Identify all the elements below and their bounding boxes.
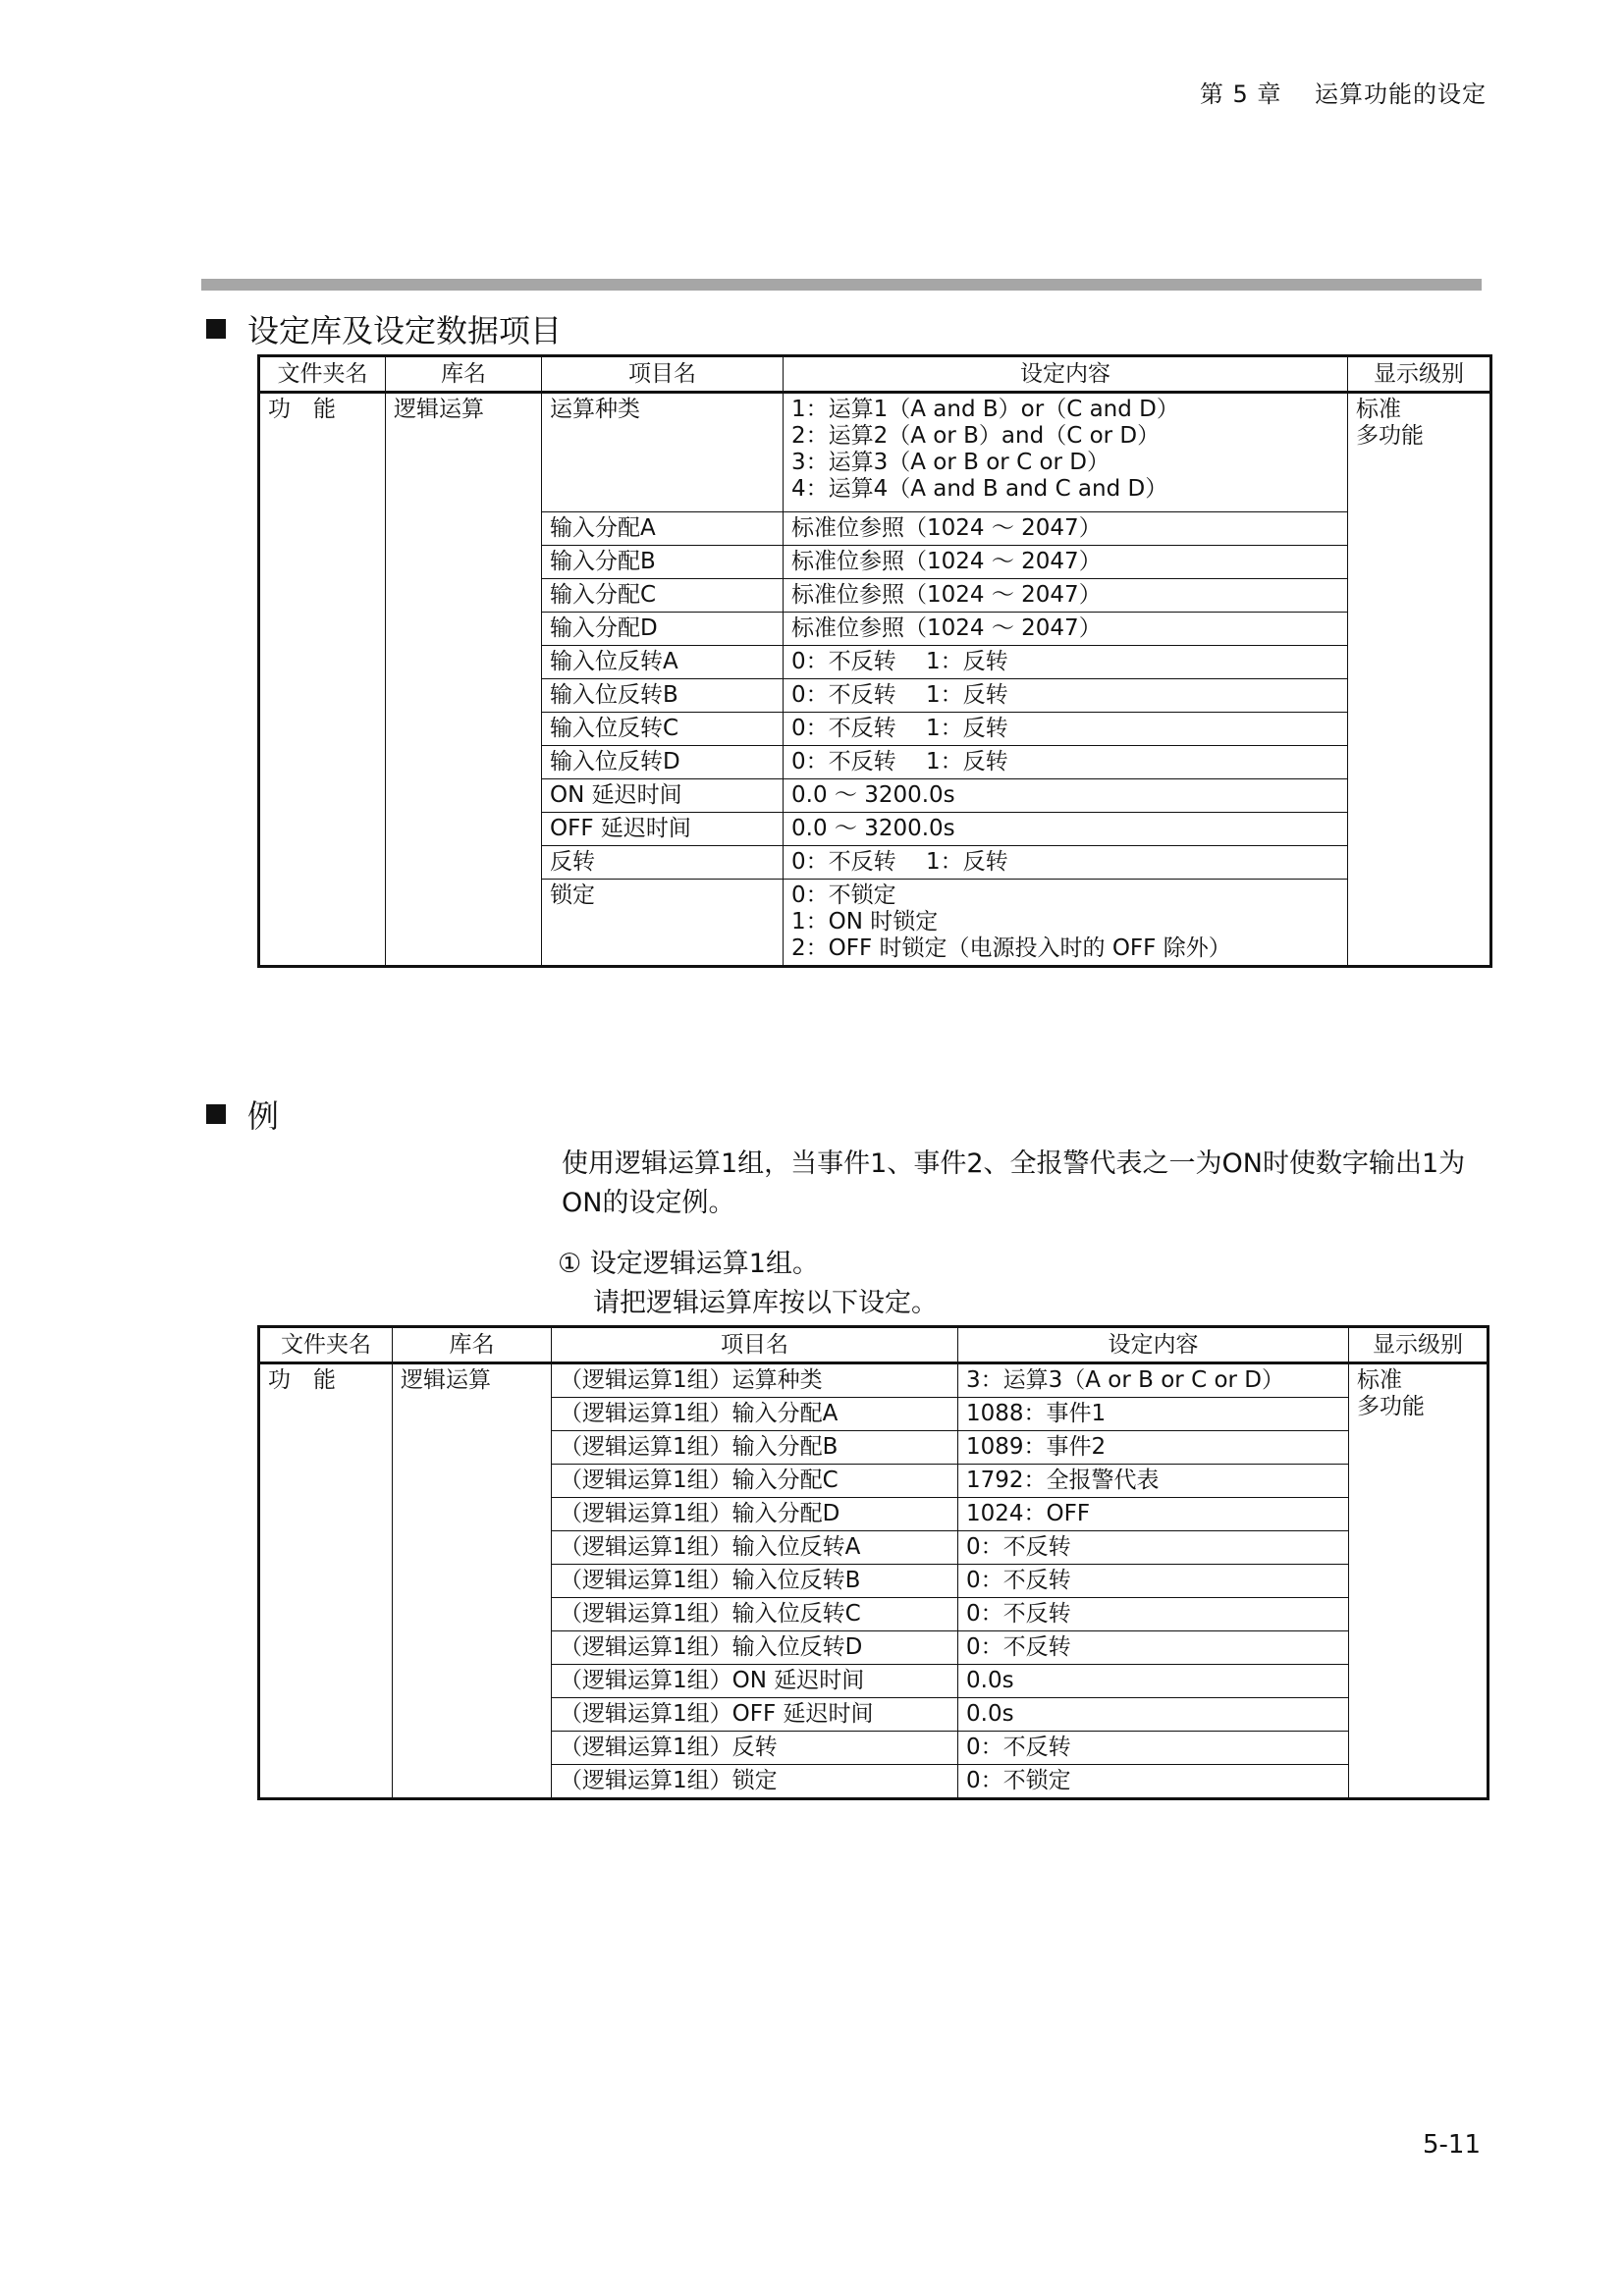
item-cell: 输入分配D bbox=[542, 613, 784, 646]
item-cell: 输入位反转C bbox=[542, 713, 784, 746]
level-line: 标准 bbox=[1356, 397, 1401, 422]
column-header: 显示级别 bbox=[1349, 1327, 1489, 1363]
column-header: 文件夹名 bbox=[259, 1327, 393, 1363]
content-cell: 0：不反转 bbox=[958, 1565, 1349, 1598]
bank-cell: 逻辑运算 bbox=[393, 1363, 552, 1799]
content-line: 4：运算4（A and B and C and D） bbox=[791, 476, 1168, 502]
item-cell: 输入位反转D bbox=[542, 746, 784, 779]
table-header-row bbox=[259, 356, 1491, 393]
content-cell: 0：不反转 1：反转 bbox=[784, 846, 1348, 880]
content-cell: 0：不反转 bbox=[958, 1631, 1349, 1665]
level-line: 标准 bbox=[1357, 1367, 1402, 1393]
step-instruction-detail: 请把逻辑运算库按以下设定。 bbox=[593, 1288, 938, 1318]
column-header: 库名 bbox=[386, 356, 542, 393]
item-cell: （逻辑运算1组）输入位反转A bbox=[552, 1531, 958, 1565]
content-cell: 标准位参照（1024 ～ 2047） bbox=[784, 546, 1348, 579]
content-cell: 0：不锁定 bbox=[958, 1765, 1349, 1799]
content-line: 1：运算1（A and B）or（C and D） bbox=[791, 397, 1179, 422]
item-cell: （逻辑运算1组）输入分配B bbox=[552, 1431, 958, 1465]
chapter-title: 运算功能的设定 bbox=[1315, 80, 1487, 108]
section-title: 例 bbox=[247, 1097, 280, 1135]
content-line: 1：ON 时锁定 bbox=[791, 909, 939, 934]
item-cell: （逻辑运算1组）输入分配C bbox=[552, 1465, 958, 1498]
item-cell: 锁定 bbox=[542, 880, 784, 967]
content-cell: 0.0 ～ 3200.0s bbox=[784, 779, 1348, 813]
example-settings-table bbox=[257, 1325, 1489, 1800]
item-cell: 输入分配C bbox=[542, 579, 784, 613]
section-divider bbox=[201, 279, 1482, 291]
step-instruction: ① 设定逻辑运算1组。 bbox=[558, 1249, 819, 1279]
content-cell: 标准位参照（1024 ～ 2047） bbox=[784, 512, 1348, 546]
content-cell: 0.0 ～ 3200.0s bbox=[784, 813, 1348, 846]
column-header: 设定内容 bbox=[958, 1327, 1349, 1363]
content-line: 3：运算3（A or B or C or D） bbox=[791, 450, 1110, 475]
page-number: 5-11 bbox=[1422, 2130, 1481, 2160]
content-line: 2：OFF 时锁定（电源投入时的 OFF 除外） bbox=[791, 935, 1231, 961]
item-cell: OFF 延迟时间 bbox=[542, 813, 784, 846]
content-cell: 0：不反转 bbox=[958, 1732, 1349, 1765]
content-cell: 标准位参照（1024 ～ 2047） bbox=[784, 579, 1348, 613]
section-title: 设定库及设定数据项目 bbox=[247, 312, 563, 349]
content-cell: 0.0s bbox=[958, 1698, 1349, 1732]
bank-cell: 逻辑运算 bbox=[386, 393, 542, 967]
level-cell bbox=[1349, 1363, 1489, 1799]
item-cell: 输入分配B bbox=[542, 546, 784, 579]
content-cell: 0：不反转 1：反转 bbox=[784, 646, 1348, 679]
level-line: 多功能 bbox=[1357, 1394, 1425, 1419]
content-line: 0：不锁定 bbox=[791, 882, 896, 908]
item-cell: （逻辑运算1组）输入分配D bbox=[552, 1498, 958, 1531]
table-row bbox=[259, 1363, 1489, 1398]
column-header: 显示级别 bbox=[1348, 356, 1491, 393]
chapter-label: 第 5 章 bbox=[1199, 80, 1282, 108]
page-header bbox=[1200, 75, 1487, 109]
item-cell: 运算种类 bbox=[542, 393, 784, 512]
content-cell: 0：不反转 bbox=[958, 1531, 1349, 1565]
item-cell: （逻辑运算1组）输入分配A bbox=[552, 1398, 958, 1431]
item-cell: （逻辑运算1组）输入位反转D bbox=[552, 1631, 958, 1665]
content-cell: 0：不反转 bbox=[958, 1598, 1349, 1631]
folder-cell: 功 能 bbox=[259, 393, 386, 967]
item-cell: （逻辑运算1组）输入位反转B bbox=[552, 1565, 958, 1598]
content-cell: 1089：事件2 bbox=[958, 1431, 1349, 1465]
item-cell: （逻辑运算1组）ON 延迟时间 bbox=[552, 1665, 958, 1698]
table-header-row bbox=[259, 1327, 1489, 1363]
content-cell bbox=[784, 393, 1348, 512]
content-cell: 1792：全报警代表 bbox=[958, 1465, 1349, 1498]
item-cell: 输入分配A bbox=[542, 512, 784, 546]
column-header: 设定内容 bbox=[784, 356, 1348, 393]
content-cell: 1088：事件1 bbox=[958, 1398, 1349, 1431]
content-cell: 0：不反转 1：反转 bbox=[784, 713, 1348, 746]
item-cell: （逻辑运算1组）输入位反转C bbox=[552, 1598, 958, 1631]
item-cell: 输入位反转B bbox=[542, 679, 784, 713]
item-cell: 反转 bbox=[542, 846, 784, 880]
item-cell: ON 延迟时间 bbox=[542, 779, 784, 813]
item-cell: （逻辑运算1组）锁定 bbox=[552, 1765, 958, 1799]
content-line: 2：运算2（A or B）and（C or D） bbox=[791, 423, 1161, 449]
content-cell: 0.0s bbox=[958, 1665, 1349, 1698]
item-cell: （逻辑运算1组）运算种类 bbox=[552, 1363, 958, 1398]
square-bullet-icon bbox=[206, 1104, 226, 1124]
item-cell: 输入位反转A bbox=[542, 646, 784, 679]
example-description: 使用逻辑运算1组，当事件1、事件2、全报警代表之一为ON时使数字输出1为ON的设定例。 bbox=[562, 1148, 1466, 1218]
content-cell bbox=[784, 880, 1348, 967]
content-cell: 0：不反转 1：反转 bbox=[784, 746, 1348, 779]
level-cell bbox=[1348, 393, 1491, 967]
column-header: 库名 bbox=[393, 1327, 552, 1363]
settings-table bbox=[257, 354, 1492, 968]
content-cell: 标准位参照（1024 ～ 2047） bbox=[784, 613, 1348, 646]
column-header: 项目名 bbox=[542, 356, 784, 393]
item-cell: （逻辑运算1组）OFF 延迟时间 bbox=[552, 1698, 958, 1732]
section-heading-example bbox=[206, 1092, 279, 1137]
square-bullet-icon bbox=[206, 319, 226, 339]
table-row bbox=[259, 393, 1491, 512]
content-cell: 3：运算3（A or B or C or D） bbox=[958, 1363, 1349, 1398]
item-cell: （逻辑运算1组）反转 bbox=[552, 1732, 958, 1765]
content-cell: 0：不反转 1：反转 bbox=[784, 679, 1348, 713]
folder-cell: 功 能 bbox=[259, 1363, 393, 1799]
column-header: 文件夹名 bbox=[259, 356, 386, 393]
content-cell: 1024：OFF bbox=[958, 1498, 1349, 1531]
section-heading-settings bbox=[206, 306, 562, 351]
level-line: 多功能 bbox=[1356, 423, 1424, 449]
column-header: 项目名 bbox=[552, 1327, 958, 1363]
